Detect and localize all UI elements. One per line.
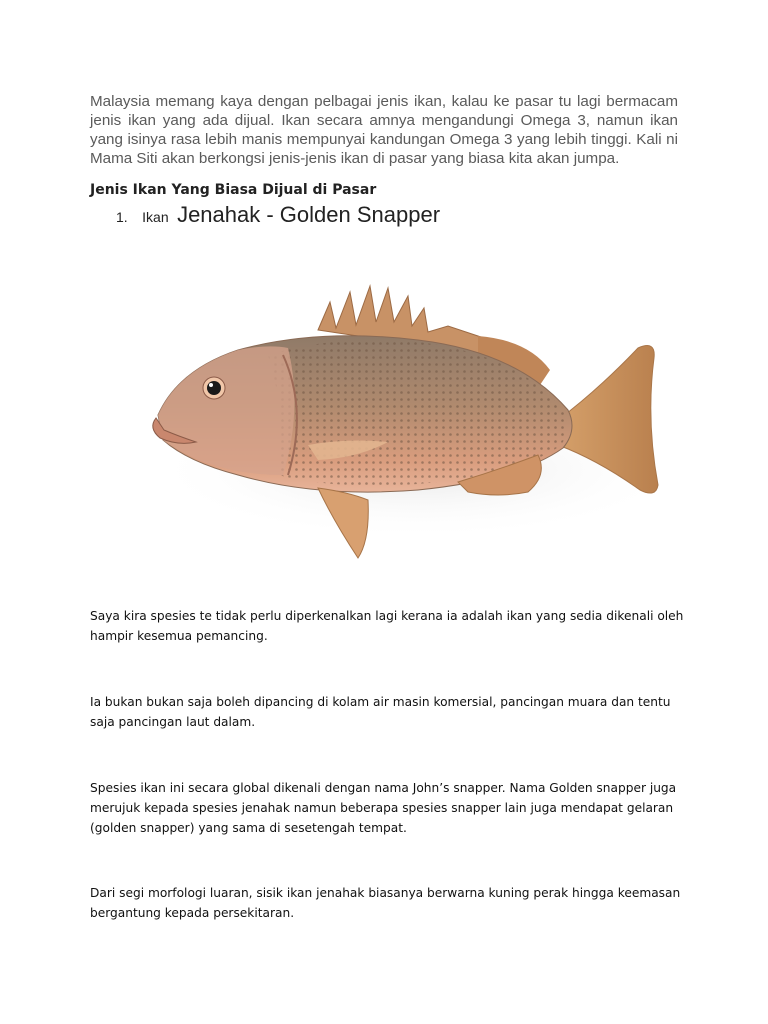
intro-paragraph: Malaysia memang kaya dengan pelbagai jenis ikan, kalau ke pasar tu lagi bermacam jenis ikan yang ada dijual. Ikan secara amnya mengandungi Omega 3, namun ikan yang isinya rasa lebih manis mempunyai kandungan Omega 3 yang lebih tinggi. Kali ni Mama Siti akan berkongsi jenis-jenis ikan di pasar yang biasa kita akan jumpa.: [90, 93, 678, 167]
list-number: 1.: [116, 209, 128, 225]
section-heading: Jenis Ikan Yang Biasa Dijual di Pasar: [90, 182, 377, 198]
list-item-1: [116, 202, 440, 228]
paragraph-4: Dari segi morfologi luaran, sisik ikan jenahak biasanya berwarna kuning perak hingga keemasan bergantung kepada persekitaran.: [90, 886, 681, 920]
paragraph-2: Ia bukan bukan saja boleh dipancing di kolam air masin komersial, pancingan muara dan tentu saja pancingan laut dalam.: [90, 695, 671, 729]
paragraph-1: Saya kira spesies te tidak perlu diperkenalkan lagi kerana ia adalah ikan yang sedia dikenali oleh hampir kesemua pemancing.: [90, 609, 684, 643]
golden-snapper-fish-photo: [118, 270, 678, 580]
fish-image: [118, 270, 678, 580]
paragraph-3: Spesies ikan ini secara global dikenali dengan nama John’s snapper. Nama Golden snapper juga merujuk kepada spesies jenahak namun beberapa spesies snapper lain juga mendapat gelaran (golden snapper) yang sama di sesetengah tempat.: [90, 781, 677, 835]
list-title: Jenahak - Golden Snapper: [177, 202, 441, 227]
list-prefix: Ikan: [142, 209, 169, 225]
